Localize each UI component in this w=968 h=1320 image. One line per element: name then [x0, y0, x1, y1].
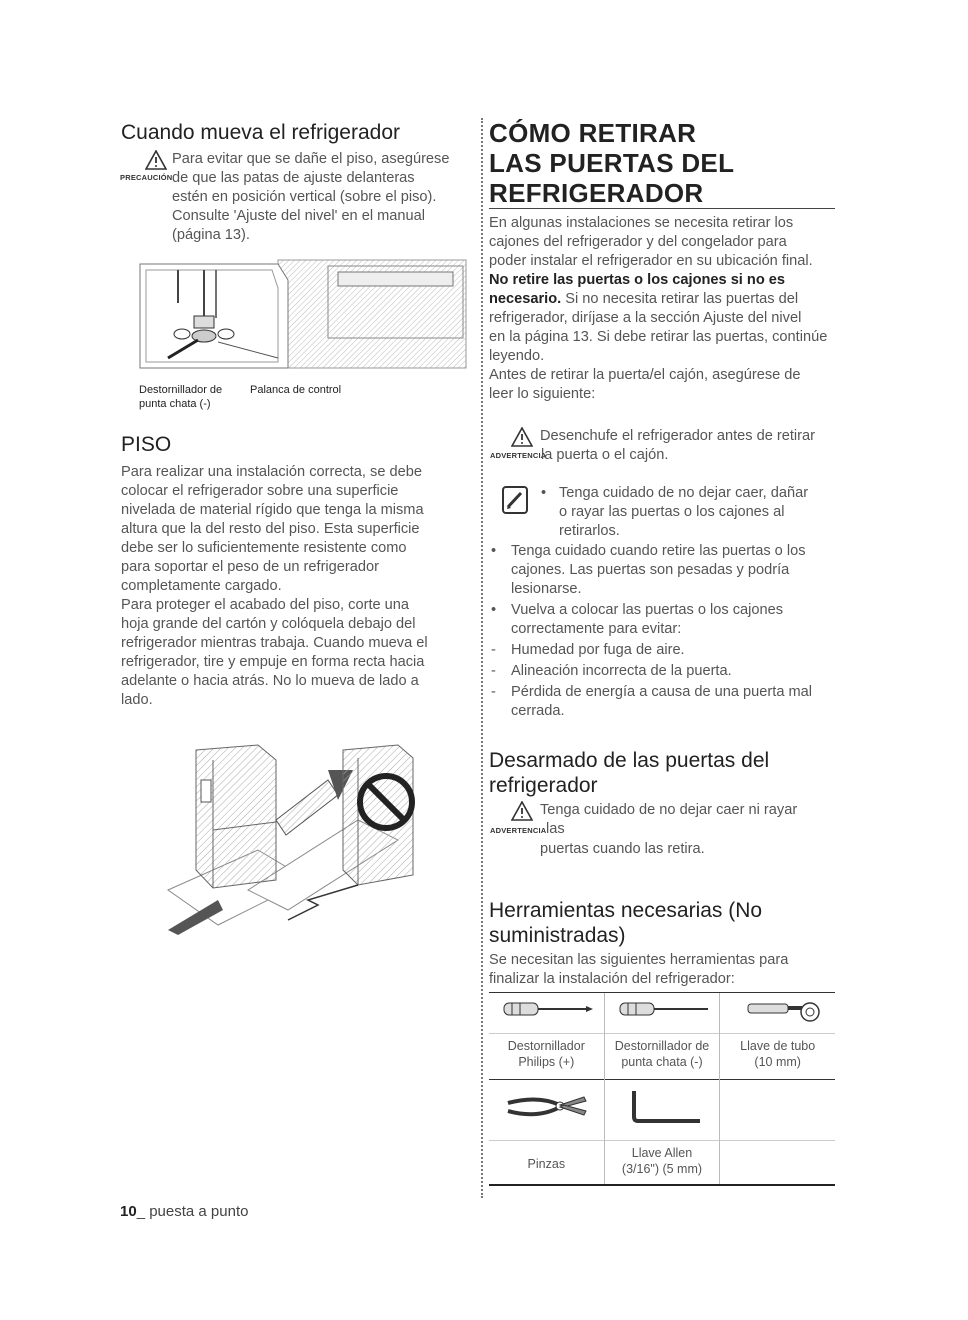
warning2-text-2: las [546, 821, 565, 837]
figure-caption-screwdriver: Destornillador de punta chata (-) [139, 384, 223, 410]
tool-label-flat: Destornillador de punta chata (-) [604, 1034, 720, 1080]
leveling-leg-illustration [138, 258, 468, 373]
empty-tool-cell [720, 1080, 835, 1141]
floor-text: Para realizar una instalación correcta, se debe colocar el refrigerador sobre una superficie nivelada de material rígido que tenga la misma altura que la del resto del piso. Esta superficie debe ser lo suficientemente resistente como para soportar el peso de un refrigerador completamente cargado. Para proteger el acabado del piso, corte una hoja grande del cartón y colóquela debajo del refrigerador mientras trabaja. Cuando mueva el refrigerador, tire y empuje en forma recta hacia adelante o hacia atrás. No lo mueva de lado a lado. [121, 464, 428, 708]
list-item: • Tenga cuidado cuando retire las puertas o los cajones. Las puertas son pesadas y podría lesionarse. [491, 543, 806, 597]
figure-caption-lever: Palanca de control [250, 384, 342, 396]
tools-table [489, 992, 835, 1186]
list-item: - Humedad por fuga de aire. [491, 642, 685, 658]
tool-label-allen: Llave Allen (3/16") (5 mm) [604, 1141, 720, 1186]
warning2-text-3: puertas cuando las retira. [540, 841, 705, 857]
warning-text-2: la puerta o el cajón. [541, 447, 669, 463]
title-rule [489, 208, 835, 209]
caution-label: PRECAUCIÓN [120, 173, 173, 182]
socket-wrench-icon [720, 993, 835, 1034]
floor-heading: PISO [121, 433, 172, 456]
column-divider [481, 118, 483, 1198]
caution-text-2: de que las patas de ajuste delanteras estén en posición vertical (sobre el piso). Consulte 'Ajuste del nivel' en el manual (página 13). [172, 170, 437, 243]
note-pencil-icon [501, 485, 529, 515]
warning-triangle-icon [511, 427, 533, 447]
caution-text: Para evitar que se dañe el piso, asegúrese [172, 151, 450, 167]
list-item: - Alineación incorrecta de la puerta. [491, 663, 732, 679]
tools-intro: Se necesitan las siguientes herramientas para finalizar la instalación del refrigerador: [489, 952, 789, 987]
warning2-label: ADVERTENCIA [490, 826, 547, 835]
disassembly-heading: Desarmado de las puertas del refrigerador [489, 749, 770, 797]
tool-label-socket: Llave de tubo (10 mm) [720, 1034, 835, 1080]
precaution-list [489, 542, 839, 721]
phillips-screwdriver-icon [489, 993, 604, 1034]
caution-triangle-icon [145, 150, 167, 170]
tool-label-phillips: Destornillador Philips (+) [489, 1034, 604, 1080]
list-item: - Pérdida de energía a causa de una puerta mal cerrada. [491, 684, 813, 719]
section-name: _ puesta a punto [136, 1203, 249, 1220]
warning-triangle-icon-2 [511, 801, 533, 821]
note-bullet: • Tenga cuidado de no dejar caer, dañar o rayar las puertas o los cajones al retirarlos. [541, 485, 809, 539]
allen-key-icon [604, 1080, 720, 1141]
tool-label-pliers: Pinzas [489, 1141, 604, 1186]
tools-heading: Herramientas necesarias (No suministradas) [489, 899, 763, 947]
pliers-icon [489, 1080, 604, 1141]
tool-label-empty [720, 1141, 835, 1186]
flat-screwdriver-icon [604, 993, 720, 1034]
warning2-text: Tenga cuidado de no dejar caer ni rayar [540, 802, 798, 818]
section-title: CÓMO RETIRAR LAS PUERTAS DEL REFRIGERADOR [489, 118, 735, 208]
intro-text: En algunas instalaciones se necesita retirar los cajones del refrigerador y del congelador para poder instalar el refrigerador en su ubicación final. No retire las puertas o los cajones si no es necesario. Si no necesita retirar las puertas del refrigerador, diríjase a la sección Ajuste del nivel en la página 13. Si debe retirar las puertas, continúe leyendo. Antes de retirar la puerta/el cajón, asegúrese de leer lo siguiente: [489, 215, 828, 402]
page-number: 10 [120, 1203, 137, 1220]
warning-label: ADVERTENCIA [490, 451, 547, 460]
page-footer [120, 1203, 248, 1220]
list-item: • Vuelva a colocar las puertas o los cajones correctamente para evitar: [491, 602, 784, 637]
warning-text: Desenchufe el refrigerador antes de retirar [540, 428, 815, 444]
moving-heading: Cuando mueva el refrigerador [121, 121, 400, 144]
moving-refrigerator-illustration [158, 740, 458, 935]
